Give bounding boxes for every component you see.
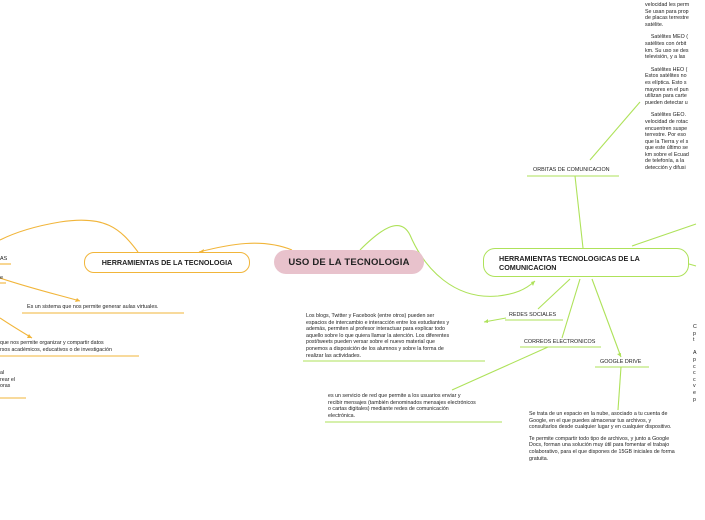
cut-label-as[interactable]: AS <box>0 256 8 262</box>
link-orbitas-text <box>590 102 640 160</box>
link-right-correos <box>562 279 580 338</box>
link-right-side-cut <box>689 264 696 266</box>
main-topic-left[interactable] <box>84 252 250 273</box>
orbitas-text[interactable] <box>645 2 705 172</box>
center-title: USO DE LA TECNOLOGIA <box>288 256 410 268</box>
link-right-drive <box>592 279 621 357</box>
orbitas-para-1: velocidad les perm Se usan para prop de placas terrestre satélite. <box>645 2 690 28</box>
subtopic-google-drive[interactable]: GOOGLE DRIVE <box>600 359 642 365</box>
link-center-to-left <box>199 243 292 252</box>
aulas-virtuales-text[interactable]: Es un sistema que nos permite generar aulas virtuales. <box>27 304 159 310</box>
center-topic[interactable] <box>274 250 424 274</box>
link-right-upper-cut <box>632 224 696 246</box>
link-left-up <box>0 220 138 252</box>
subtopic-correos[interactable]: CORREOS ELECTRONICOS <box>524 339 596 345</box>
google-drive-text[interactable] <box>529 411 696 462</box>
arrow-drive <box>617 353 621 357</box>
link-right-redes <box>538 279 570 309</box>
link-right-orbitas <box>575 176 583 248</box>
redes-sociales-text[interactable]: Los blogs, Twitter y Facebook (entre otros) pueden ser espacios de intercambio e interacción entre los estudiantes y además, permiten al profesor interactuar para explicar todo aquello sobre lo que quiera llamar la atención. Los diferentes post/tweets pueden versar sobre el nuevo material que ponemos a disposición de los alumnos y sobre la forma de realizar las actividades. <box>306 313 450 359</box>
orbitas-para-4: Satélites GEO. velocidad de rotac encuentren suspe terrestre. Por eso que la Tierra y el s que este último se km sobre el Ecuad de telefonía, a la detección y difusi <box>645 112 689 172</box>
correos-text[interactable]: es un servicio de red que permite a los usuarios enviar y recibir mensajes (también denominados mensajes electrónicos o cartas digitales) mediante redes de comunicación electrónica. <box>328 393 476 419</box>
main-topic-left-title: HERRAMIENTAS DE LA TECNOLOGIA <box>101 258 233 267</box>
cut-label-e[interactable]: e <box>0 275 3 281</box>
drive-para-2: Te permite compartir todo tipo de archivos, y junto a Google Docs, forman una solución muy útil para fomentar el trabajo colaborativo, para el que dispones de 15GB iniciales de forma gratuita. <box>529 435 675 462</box>
subtopic-orbitas[interactable]: ORBITAS DE COMUNICACION <box>533 167 610 173</box>
link-left-aulas <box>0 278 80 301</box>
subtopic-redes-sociales[interactable]: REDES SOCIALES <box>509 312 557 318</box>
drive-para-1: Se trata de un espacio en la nube, asociado a tu cuenta de Google, en el que puedes almacenar tus archivos, y consultarlos desde cualquier lugar y en cualquier dispositivo. <box>529 411 672 431</box>
orbitas-para-3: Satélites HEO ( Estos satélites no es elíptica. Esto s mayores en el pun utilizan para carte pueden detectar u <box>645 66 689 106</box>
cut-text-left[interactable]: al rear el oras <box>0 370 16 390</box>
link-left-compartir <box>0 318 32 338</box>
cut-text-right[interactable]: C p t A p c c c v e p <box>693 324 697 403</box>
link-drive-text <box>618 367 621 410</box>
main-topic-right[interactable] <box>483 248 689 277</box>
main-topic-right-title: HERRAMIENTAS TECNOLOGICAS DE LA COMUNICACION <box>499 254 640 272</box>
orbitas-para-2: Satélites MEO ( satélites con órbit km. Su uso se des televisión, y a las <box>645 34 689 61</box>
compartir-datos-text[interactable]: que nos permite organizar y compartir datos rsos académicos, educativos o de investigación <box>0 340 112 353</box>
